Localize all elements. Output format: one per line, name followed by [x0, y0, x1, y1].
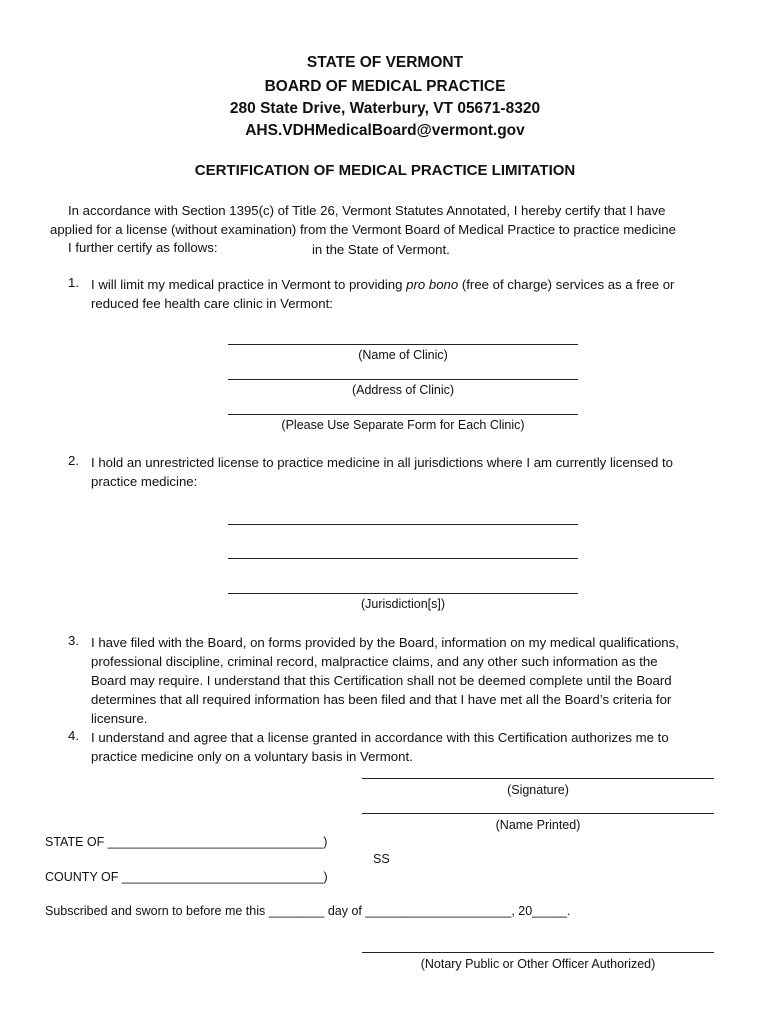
item-3-number: 3.: [68, 633, 79, 648]
item-2-line-2: practice medicine:: [91, 474, 198, 489]
clinic-address-line[interactable]: [228, 379, 578, 380]
item-3-line-5: licensure.: [91, 711, 148, 726]
clinic-extra-line[interactable]: [228, 414, 578, 415]
signature-caption: (Signature): [507, 783, 569, 797]
intro-line-1: In accordance with Section 1395(c) of Title 26, Vermont Statutes Annotated, I hereby certify that I have: [68, 203, 666, 218]
county-of-label: COUNTY OF: [45, 870, 119, 884]
county-of-field[interactable]: [45, 870, 328, 884]
item-2-line-1: I hold an unrestricted license to practice medicine in all jurisdictions where I am currently licensed to: [91, 455, 673, 470]
jurisdiction-caption: (Jurisdiction[s]): [360, 597, 446, 611]
state-of-field[interactable]: [45, 835, 327, 849]
state-of-blank[interactable]: _______________________________): [107, 835, 328, 849]
intro-line-2: applied for a license (without examination) from the Vermont Board of Medical Practice to practice medicine: [50, 222, 676, 237]
name-printed-line[interactable]: [362, 813, 714, 814]
name-printed-caption: (Name Printed): [495, 818, 581, 832]
jurisdiction-line-3[interactable]: [228, 593, 578, 594]
state-of-label: STATE OF: [45, 835, 105, 849]
county-of-blank[interactable]: _____________________________): [121, 870, 328, 884]
header-address: 280 State Drive, Waterbury, VT 05671-8320: [229, 100, 541, 117]
header-state: STATE OF VERMONT: [306, 54, 464, 71]
item-4-number: 4.: [68, 728, 79, 743]
page-title: CERTIFICATION OF MEDICAL PRACTICE LIMITATION: [194, 162, 576, 179]
pro-bono-emphasis: pro bono: [406, 277, 459, 292]
item-3-line-3: Board may require. I understand that this Certification shall not be deemed complete until the Board: [91, 673, 672, 688]
clinic-name-caption: (Name of Clinic): [358, 348, 448, 362]
item-4-line-2: practice medicine only on a voluntary basis in Vermont.: [91, 749, 413, 764]
signature-line[interactable]: [362, 778, 714, 779]
item-3-line-4: determines that all required information has been filed and that I have met all the Board’s criteria for: [91, 692, 672, 707]
header-board: BOARD OF MEDICAL PRACTICE: [264, 78, 506, 95]
notary-signature-line[interactable]: [362, 952, 714, 953]
item-3-line-1: I have filed with the Board, on forms provided by the Board, information on my medical qualifications,: [91, 635, 679, 650]
item-2-number: 2.: [68, 453, 79, 468]
item-4-line-1: I understand and agree that a license granted in accordance with this Certification authorizes me to: [91, 730, 669, 745]
separate-form-caption: (Please Use Separate Form for Each Clinic): [281, 418, 525, 432]
intro-line-3a: I further certify as follows:: [68, 240, 218, 255]
item-3-line-2: professional discipline, criminal record, malpractice claims, and any other such information as the: [91, 654, 658, 669]
clinic-name-line[interactable]: [228, 344, 578, 345]
item-1-number: 1.: [68, 275, 79, 290]
notary-caption: (Notary Public or Other Officer Authorized): [420, 957, 656, 971]
intro-line-3b: in the State of Vermont.: [312, 242, 450, 257]
item-1-line-1: I will limit my medical practice in Vermont to providing pro bono (free of charge) services as a free or: [91, 277, 675, 292]
jurisdiction-line-1[interactable]: [228, 524, 578, 525]
subscribed-sworn-line[interactable]: Subscribed and sworn to before me this ________ day of _____________________, 20_____.: [45, 904, 571, 918]
jurisdiction-line-2[interactable]: [228, 558, 578, 559]
clinic-address-caption: (Address of Clinic): [351, 383, 455, 397]
header-email: AHS.VDHMedicalBoard@vermont.gov: [245, 122, 525, 139]
ss-label: SS: [373, 852, 390, 866]
item-1-line-2: reduced fee health care clinic in Vermont:: [91, 296, 333, 311]
